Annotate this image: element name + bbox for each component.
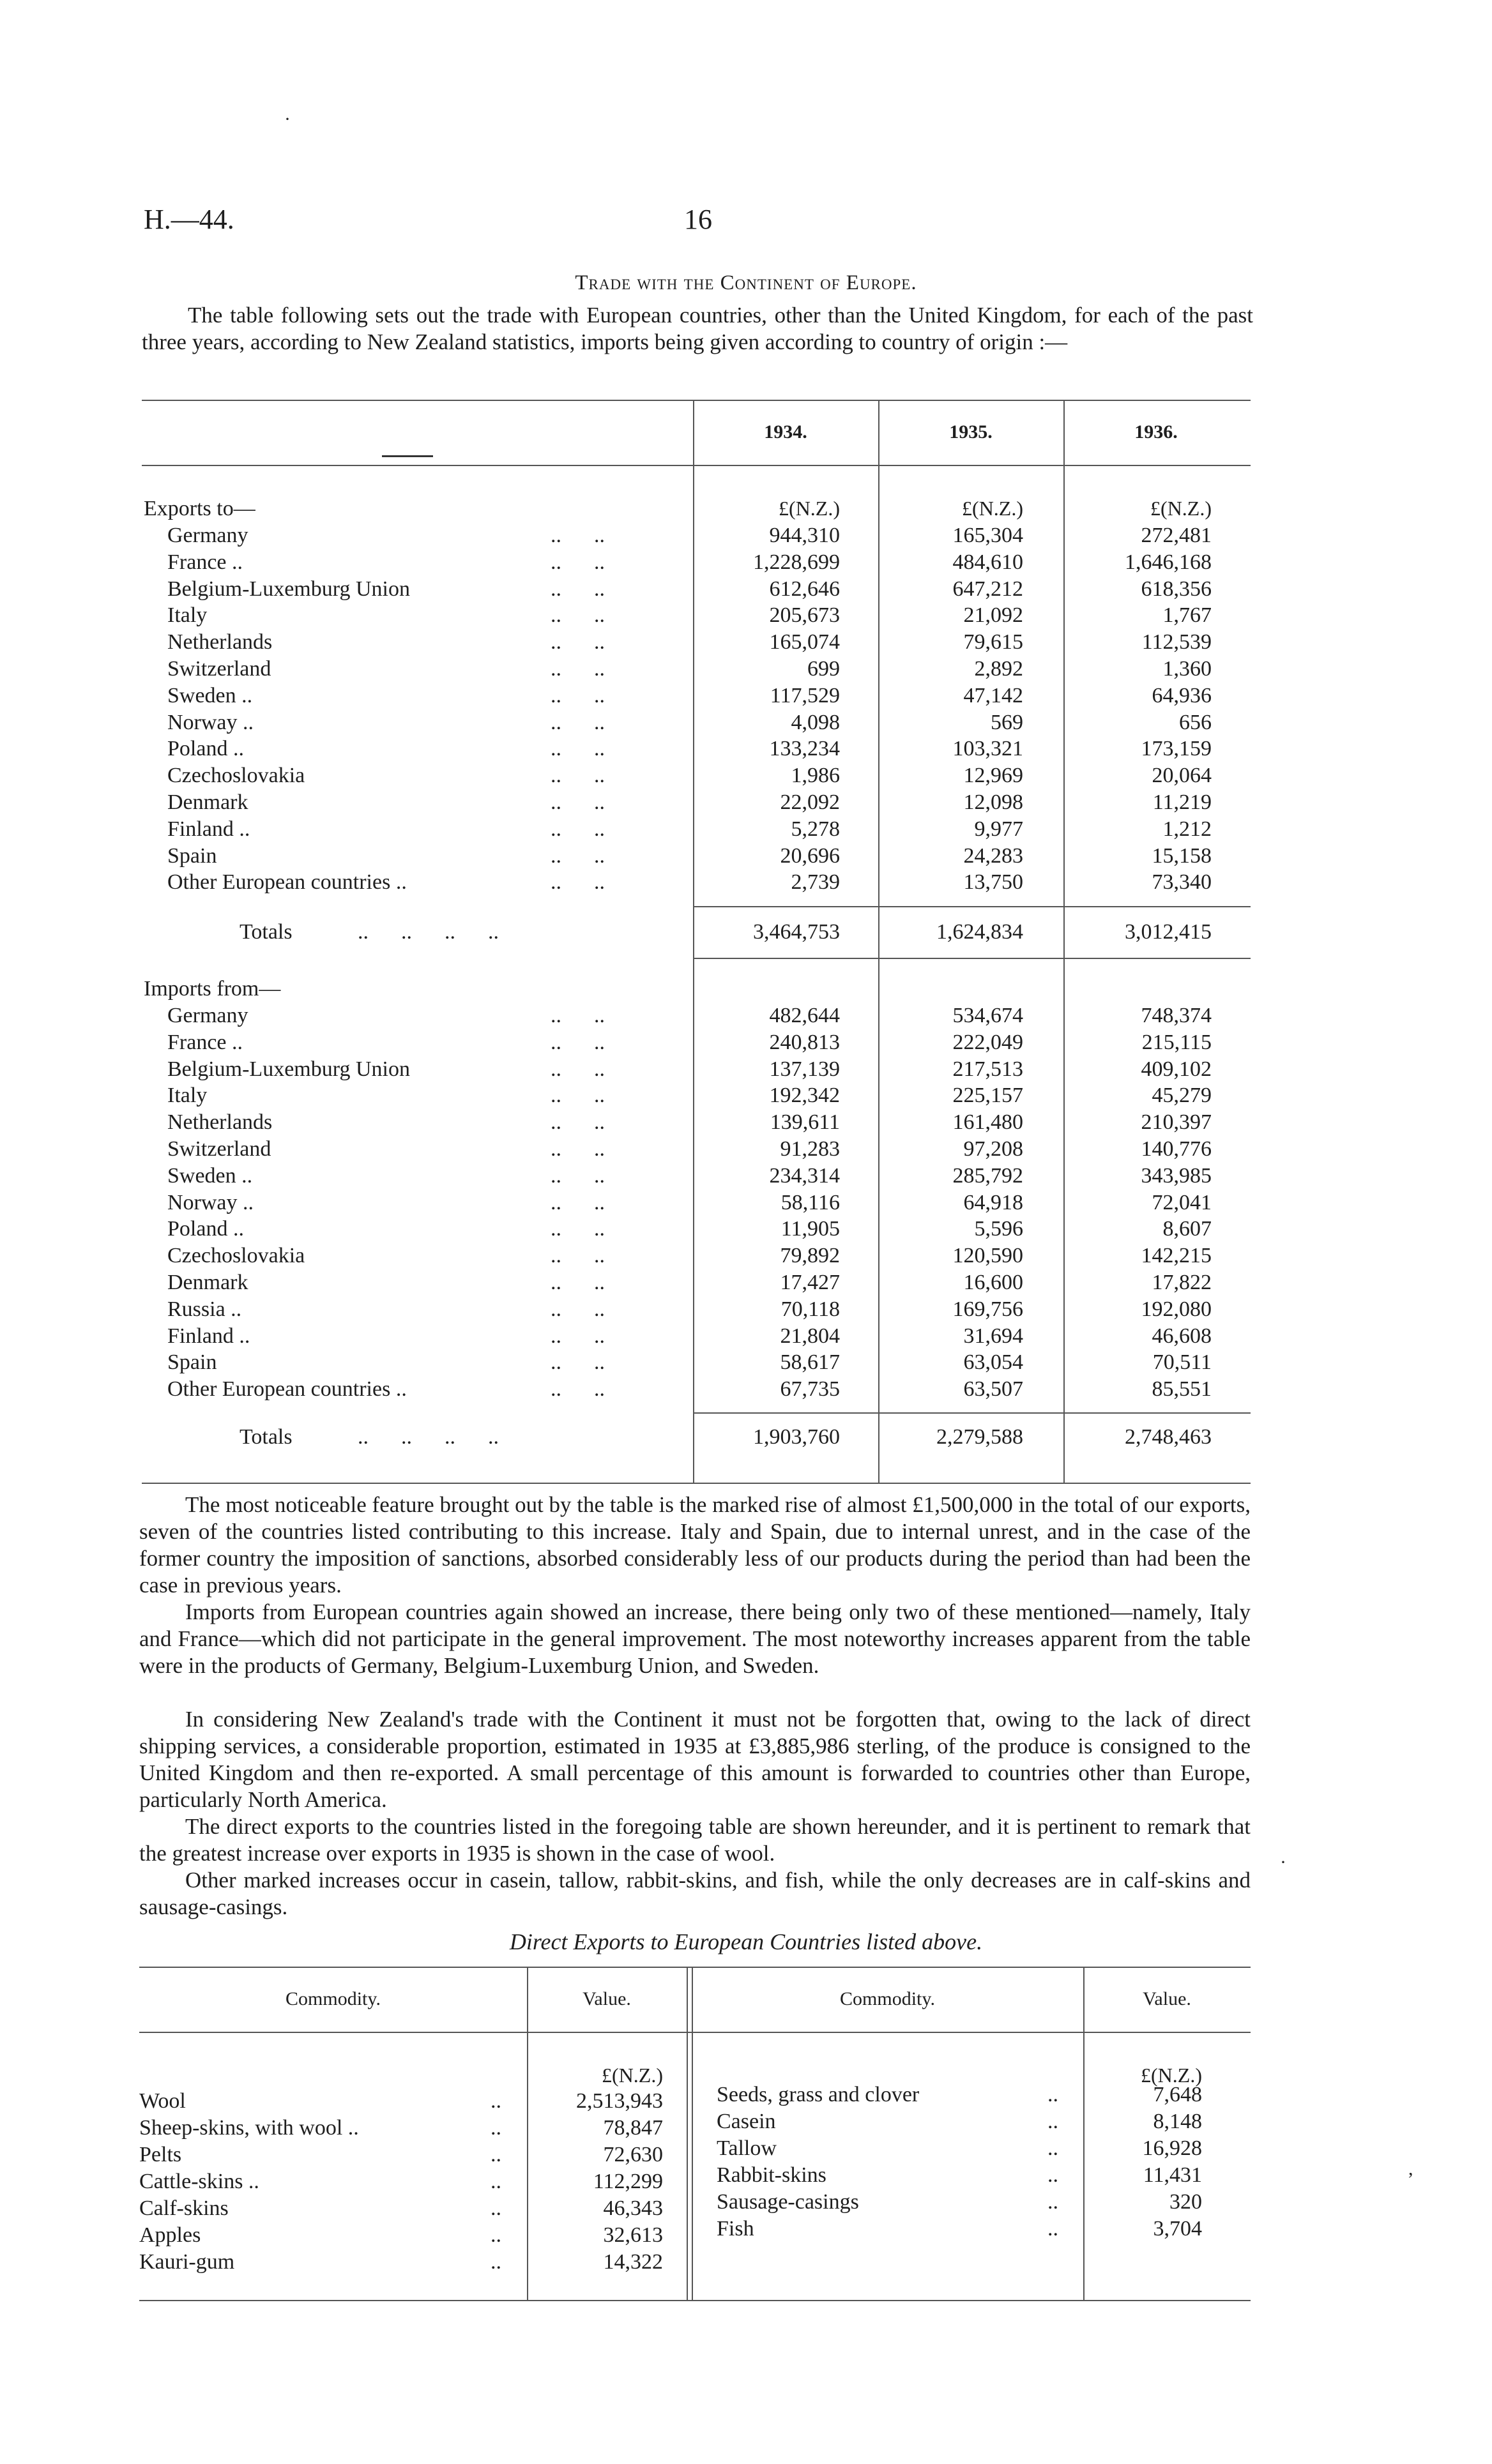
cell-value: 169,756 — [952, 1297, 1023, 1321]
leader-dots: .. .. — [551, 790, 605, 814]
cell-value: 2,739 — [791, 870, 840, 895]
commodity-name: Kauri-gum — [139, 2250, 235, 2274]
leader-dots: .. — [491, 2116, 501, 2140]
leader-dots: .. — [491, 2170, 501, 2193]
leader-dots: .. .. — [551, 1057, 605, 1081]
leader-dots: .. .. — [551, 1324, 605, 1348]
cell-value: 569 — [991, 710, 1023, 734]
leader-dots: .. — [1047, 2083, 1058, 2106]
commodity-value: 46,343 — [603, 2196, 663, 2220]
leader-dots: .. — [491, 2196, 501, 2220]
country-name: Finland .. — [167, 817, 250, 841]
cell-value: 15,158 — [1152, 843, 1212, 868]
cell-value: 97,208 — [963, 1137, 1023, 1161]
leader-dots: .. .. — [551, 1163, 605, 1188]
leader-dots: .. — [1047, 2136, 1058, 2160]
table-row — [0, 1244, 1492, 1271]
page-number: 16 — [684, 204, 712, 235]
cell-value: 91,283 — [780, 1137, 840, 1161]
cell-value: 70,511 — [1152, 1350, 1212, 1375]
cell-value: 343,985 — [1141, 1163, 1212, 1188]
table-row — [0, 577, 1492, 604]
commodity-row — [717, 2190, 1202, 2217]
cell-value: 217,513 — [952, 1057, 1023, 1081]
body-paragraph-4: The direct exports to the countries listed in the foregoing table are shown hereunder, and it is pertinent to remark that the greatest increase over exports in 1935 is shown in the case of wool. — [139, 1814, 1251, 1866]
country-name: Sweden .. — [167, 683, 253, 707]
leader-dots: .. — [491, 2250, 501, 2274]
table-row — [0, 764, 1492, 790]
cell-value: 21,804 — [780, 1324, 840, 1348]
exports-totals-top-rule — [693, 906, 1251, 907]
commodity-divider-2a — [687, 1968, 688, 2300]
table-row — [0, 1057, 1492, 1084]
cell-value: 210,397 — [1141, 1110, 1212, 1135]
leader-dots: .. — [491, 2089, 501, 2113]
cell-value: 139,611 — [770, 1110, 840, 1135]
cell-value: 165,304 — [952, 524, 1023, 547]
cell-value: 699 — [807, 657, 840, 681]
leader-dots: .. .. — [551, 1084, 605, 1108]
country-name: Other European countries .. — [167, 870, 407, 895]
country-name: Denmark — [167, 790, 248, 814]
commodity-name: Wool — [139, 2089, 186, 2113]
intro-paragraph: The table following sets out the trade with European countries, other than the United Kingdom, for each of the past three years, according to New Zealand statistics, imports being given according to country of origin :— — [142, 303, 1253, 354]
country-name: Belgium-Luxemburg Union — [167, 577, 410, 601]
country-name: Sweden .. — [167, 1163, 253, 1188]
leader-dots: .. .. — [551, 524, 605, 547]
leader-dots: .. .. — [551, 1030, 605, 1054]
table-bottom-rule — [142, 1483, 1251, 1484]
commodity-value: 3,704 — [1153, 2217, 1202, 2241]
cell-value: 21,092 — [963, 603, 1023, 628]
commodity-value: 78,847 — [603, 2116, 663, 2140]
table-row — [0, 1110, 1492, 1137]
cell-value: 20,064 — [1152, 764, 1212, 788]
cell-value: 70,118 — [780, 1297, 840, 1321]
cell-value: 234,314 — [769, 1163, 840, 1188]
cell-value: 272,481 — [1141, 524, 1212, 547]
value-header-right: Value. — [1143, 1988, 1191, 2009]
cell-value: 79,615 — [963, 630, 1023, 654]
leader-dots: .. — [491, 2143, 501, 2166]
leader-dots: .. .. — [551, 683, 605, 707]
leader-dots: .. .. .. .. — [358, 1425, 499, 1449]
exports-total-1934: 3,464,753 — [753, 920, 840, 944]
cell-value: 618,356 — [1141, 577, 1212, 601]
table-row — [0, 1084, 1492, 1110]
year-header-1936: 1936. — [1134, 421, 1178, 442]
cell-value: 63,507 — [963, 1377, 1023, 1402]
leader-dots: .. .. — [551, 1297, 605, 1321]
cell-value: 120,590 — [952, 1244, 1023, 1268]
commodity-value: 32,613 — [603, 2223, 663, 2247]
commodity-name: Seeds, grass and clover — [717, 2083, 920, 2106]
leader-dots: .. .. — [551, 1377, 605, 1402]
country-name: Spain — [167, 1350, 217, 1375]
cell-value: 64,918 — [963, 1190, 1023, 1214]
cell-value: 140,776 — [1141, 1137, 1212, 1161]
commodity-row — [139, 2223, 663, 2250]
leader-dots: .. — [491, 2223, 501, 2247]
table-row — [0, 1271, 1492, 1297]
table-row — [0, 1137, 1492, 1164]
cell-value: 192,080 — [1141, 1297, 1212, 1321]
cell-value: 31,694 — [963, 1324, 1023, 1348]
stray-mark: , — [1408, 2158, 1413, 2179]
leader-dots: .. .. — [551, 1217, 605, 1241]
commodity-value: 14,322 — [603, 2250, 663, 2274]
table-row — [0, 844, 1492, 871]
leader-dots: .. .. — [551, 550, 605, 574]
commodity-row — [717, 2110, 1202, 2136]
country-name: Finland .. — [167, 1324, 250, 1348]
table-header-rule — [142, 465, 1251, 466]
totals-label: Totals — [240, 920, 293, 944]
imports-total-1936: 2,748,463 — [1125, 1425, 1212, 1449]
country-name: Germany — [167, 1004, 248, 1027]
commodity-name: Casein — [717, 2110, 776, 2133]
cell-value: 1,360 — [1162, 657, 1212, 681]
cell-value: 103,321 — [952, 737, 1023, 761]
country-name: Denmark — [167, 1271, 248, 1294]
cell-value: 612,646 — [769, 577, 840, 601]
leader-dots: .. .. — [551, 710, 605, 734]
cell-value: 64,936 — [1152, 683, 1212, 707]
leader-dots: .. .. — [551, 817, 605, 841]
table-row — [0, 711, 1492, 737]
table-row — [0, 630, 1492, 657]
country-name: Netherlands — [167, 630, 273, 654]
cell-value: 79,892 — [780, 1244, 840, 1268]
cell-value: 73,340 — [1152, 870, 1212, 895]
leader-dots: .. .. — [551, 870, 605, 895]
table-top-rule — [142, 400, 1251, 401]
leader-dots: .. .. — [551, 657, 605, 681]
cell-value: 409,102 — [1141, 1057, 1212, 1081]
cell-value: 215,115 — [1141, 1030, 1212, 1054]
exports-total-1936: 3,012,415 — [1125, 920, 1212, 944]
commodity-name: Rabbit-skins — [717, 2163, 826, 2187]
leader-dots: .. .. — [551, 843, 605, 868]
cell-value: 17,427 — [780, 1271, 840, 1294]
table-row — [0, 1324, 1492, 1351]
country-name: Netherlands — [167, 1110, 273, 1135]
table-row — [0, 684, 1492, 711]
body-paragraph-2: Imports from European countries again showed an increase, there being only two of these mentioned—namely, Italy and France—which did not participate in the general improvement. The most noteworthy increases apparent from the table were in the products of Germany, Belgium-Luxemburg Union, and Sweden. — [139, 1599, 1251, 1678]
table-row — [0, 1377, 1492, 1404]
leader-dots: .. — [1047, 2163, 1058, 2187]
imports-total-1934: 1,903,760 — [753, 1425, 840, 1449]
cell-value: 20,696 — [780, 843, 840, 868]
commodity-row — [139, 2196, 663, 2223]
country-name: Italy — [167, 603, 208, 628]
leader-dots: .. .. — [551, 1350, 605, 1375]
table-row — [0, 1164, 1492, 1191]
table-row — [0, 1297, 1492, 1324]
value-header-left: Value. — [582, 1988, 631, 2009]
exports-section-label: Exports to— — [144, 497, 255, 520]
cell-value: 5,596 — [974, 1217, 1023, 1241]
table-row — [0, 1350, 1492, 1377]
cell-value: 137,139 — [769, 1057, 840, 1081]
leader-dots: .. .. — [551, 1271, 605, 1294]
exports-total-1935: 1,624,834 — [936, 920, 1023, 944]
commodity-value: 2,513,943 — [576, 2089, 663, 2113]
commodity-value: 16,928 — [1142, 2136, 1202, 2160]
table-row — [0, 737, 1492, 764]
commodity-value: 112,299 — [593, 2170, 663, 2193]
country-name: Czechoslovakia — [167, 1244, 305, 1268]
leader-dots: .. — [1047, 2190, 1058, 2214]
year-header-1934: 1934. — [764, 421, 807, 442]
body-paragraph-5: Other marked increases occur in casein, tallow, rabbit-skins, and fish, while the only decreases are in calf-skins and sausage-casings. — [139, 1868, 1251, 1919]
commodity-value: 11,431 — [1143, 2163, 1202, 2187]
commodity-row — [717, 2083, 1202, 2110]
exports-totals-bottom-rule — [693, 958, 1251, 959]
cell-value: 13,750 — [963, 870, 1023, 895]
table-row — [0, 550, 1492, 577]
commodity-header-right: Commodity. — [840, 1988, 935, 2009]
country-name: Poland .. — [167, 737, 244, 761]
cell-value: 11,219 — [1152, 790, 1212, 814]
country-name: Spain — [167, 843, 217, 868]
cell-value: 944,310 — [769, 524, 840, 547]
country-name: Russia .. — [167, 1297, 242, 1321]
document-reference: H.—44. — [144, 204, 234, 235]
commodity-row — [717, 2136, 1202, 2163]
country-name: Poland .. — [167, 1217, 244, 1241]
country-name: Czechoslovakia — [167, 764, 305, 788]
cell-value: 748,374 — [1141, 1004, 1212, 1027]
imports-total-1935: 2,279,588 — [936, 1425, 1023, 1449]
cell-value: 192,342 — [769, 1084, 840, 1108]
body-paragraph-1: The most noticeable feature brought out by the table is the marked rise of almost £1,500,000 in the total of our exports, seven of the countries listed contributing to this increase. Italy and Spain, due to internal unrest, and in the case of the former country the imposition of sanctions, absorbed considerably less of our products during the period than had been the case in previous years. — [139, 1492, 1251, 1598]
country-name: Other European countries .. — [167, 1377, 407, 1402]
cell-value: 58,617 — [780, 1350, 840, 1375]
cell-value: 8,607 — [1162, 1217, 1212, 1241]
leader-dots: .. .. — [551, 577, 605, 601]
leader-dots: .. .. — [551, 1110, 605, 1135]
cell-value: 63,054 — [963, 1350, 1023, 1375]
leader-dots: .. .. .. .. — [358, 920, 499, 944]
commodity-divider-2b — [692, 1968, 693, 2300]
cell-value: 647,212 — [952, 577, 1023, 601]
cell-value: 85,551 — [1152, 1377, 1212, 1402]
imports-totals-top-rule — [693, 1412, 1251, 1414]
leader-dots: .. .. — [551, 1004, 605, 1027]
cell-value: 45,279 — [1152, 1084, 1212, 1108]
cell-value: 482,644 — [769, 1004, 840, 1027]
imports-section-label: Imports from— — [144, 977, 281, 1001]
commodity-row — [139, 2089, 663, 2116]
commodity-name: Calf-skins — [139, 2196, 229, 2220]
exports-totals-row — [0, 920, 1492, 947]
commodity-unit-left: £(N.Z.) — [602, 2064, 663, 2087]
imports-totals-row — [0, 1425, 1492, 1452]
cell-value: 222,049 — [952, 1030, 1023, 1054]
commodity-name: Pelts — [139, 2143, 182, 2166]
cell-value: 173,159 — [1141, 737, 1212, 761]
cell-value: 1,212 — [1162, 817, 1212, 841]
cell-value: 285,792 — [952, 1163, 1023, 1188]
commodities-table-title: Direct Exports to European Countries listed above. — [509, 1929, 983, 1954]
table-row — [0, 817, 1492, 844]
cell-value: 117,529 — [770, 683, 840, 707]
commodity-value: 7,648 — [1153, 2083, 1202, 2106]
leader-dots: .. .. — [551, 737, 605, 761]
cell-value: 46,608 — [1152, 1324, 1212, 1348]
cell-value: 17,822 — [1152, 1271, 1212, 1294]
commodity-value: 320 — [1169, 2190, 1202, 2214]
cell-value: 12,969 — [963, 764, 1023, 788]
commodity-value: 8,148 — [1153, 2110, 1202, 2133]
cell-value: 161,480 — [952, 1110, 1023, 1135]
cell-value: 9,977 — [974, 817, 1023, 841]
commodity-name: Sausage-casings — [717, 2190, 859, 2214]
country-name: Italy — [167, 1084, 208, 1108]
cell-value: 2,892 — [974, 657, 1023, 681]
leader-dots: .. — [1047, 2110, 1058, 2133]
leader-dots: .. .. — [551, 603, 605, 628]
leader-dots: .. — [1047, 2217, 1058, 2241]
commodity-row — [139, 2143, 663, 2170]
cell-value: 67,735 — [780, 1377, 840, 1402]
cell-value: 1,986 — [791, 764, 840, 788]
body-paragraph-3: In considering New Zealand's trade with the Continent it must not be forgotten that, owing to the lack of direct shipping services, a considerable proportion, estimated in 1935 at £3,885,986 sterling, of the produce is consigned to the United Kingdom and then re-exported. A small percentage of this amount is forwarded to countries other than Europe, particularly North America. — [139, 1707, 1251, 1812]
commodity-name: Sheep-skins, with wool .. — [139, 2116, 359, 2140]
cell-value: 112,539 — [1141, 630, 1212, 654]
commodity-name: Fish — [717, 2217, 754, 2241]
country-name: France .. — [167, 550, 243, 574]
country-name: Germany — [167, 524, 248, 547]
cell-value: 142,215 — [1141, 1244, 1212, 1268]
country-name: Switzerland — [167, 657, 271, 681]
commodity-name: Apples — [139, 2223, 201, 2247]
cell-value: 225,157 — [952, 1084, 1023, 1108]
cell-value: 4,098 — [791, 710, 840, 734]
cell-value: 1,228,699 — [753, 550, 840, 574]
year-header-1935: 1935. — [949, 421, 993, 442]
leader-dots: .. .. — [551, 1190, 605, 1214]
commodity-row — [717, 2163, 1202, 2190]
table-row — [0, 1031, 1492, 1057]
cell-value: 12,098 — [963, 790, 1023, 814]
cell-value: 72,041 — [1152, 1190, 1212, 1214]
empty-header-dash — [382, 455, 433, 457]
section-title: Trade with the Continent of Europe. — [575, 271, 917, 294]
cell-value: 205,673 — [769, 603, 840, 628]
totals-label: Totals — [240, 1425, 293, 1449]
commodity-table-bottom-rule — [139, 2300, 1251, 2301]
cell-value: 656 — [1179, 710, 1212, 734]
cell-value: 11,905 — [780, 1217, 840, 1241]
table-row — [0, 657, 1492, 684]
country-name: France .. — [167, 1030, 243, 1054]
leader-dots: .. .. — [551, 1244, 605, 1268]
unit-label-1935: £(N.Z.) — [962, 497, 1023, 520]
cell-value: 165,074 — [769, 630, 840, 654]
leader-dots: .. .. — [551, 1137, 605, 1161]
cell-value: 24,283 — [963, 843, 1023, 868]
leader-dots: .. .. — [551, 764, 605, 788]
commodity-row — [139, 2116, 663, 2143]
commodity-row — [139, 2170, 663, 2196]
commodity-value: 72,630 — [603, 2143, 663, 2166]
country-name: Norway .. — [167, 1190, 254, 1214]
stray-mark: · — [1280, 1852, 1286, 1873]
commodity-row — [717, 2217, 1202, 2244]
country-name: Belgium-Luxemburg Union — [167, 1057, 410, 1081]
cell-value: 58,116 — [780, 1190, 840, 1214]
cell-value: 5,278 — [791, 817, 840, 841]
unit-label-1936: £(N.Z.) — [1150, 497, 1212, 520]
table-row — [0, 524, 1492, 550]
country-name: Switzerland — [167, 1137, 271, 1161]
cell-value: 484,610 — [952, 550, 1023, 574]
commodity-header-left: Commodity. — [285, 1988, 381, 2009]
commodity-unit-right: £(N.Z.) — [1141, 2064, 1202, 2087]
cell-value: 47,142 — [963, 683, 1023, 707]
country-name: Norway .. — [167, 710, 254, 734]
table-row — [0, 603, 1492, 630]
cell-value: 133,234 — [769, 737, 840, 761]
cell-value: 534,674 — [952, 1004, 1023, 1027]
table-row — [0, 870, 1492, 897]
commodity-name: Tallow — [717, 2136, 777, 2160]
table-row — [0, 1004, 1492, 1031]
commodity-row — [139, 2250, 663, 2277]
unit-label-1934: £(N.Z.) — [779, 497, 840, 520]
commodity-name: Cattle-skins .. — [139, 2170, 259, 2193]
cell-value: 240,813 — [769, 1030, 840, 1054]
table-row — [0, 1191, 1492, 1218]
cell-value: 1,646,168 — [1125, 550, 1212, 574]
table-row — [0, 790, 1492, 817]
cell-value: 22,092 — [780, 790, 840, 814]
stray-mark: · — [284, 109, 291, 130]
cell-value: 1,767 — [1162, 603, 1212, 628]
table-row — [0, 1217, 1492, 1244]
cell-value: 16,600 — [963, 1271, 1023, 1294]
leader-dots: .. .. — [551, 630, 605, 654]
